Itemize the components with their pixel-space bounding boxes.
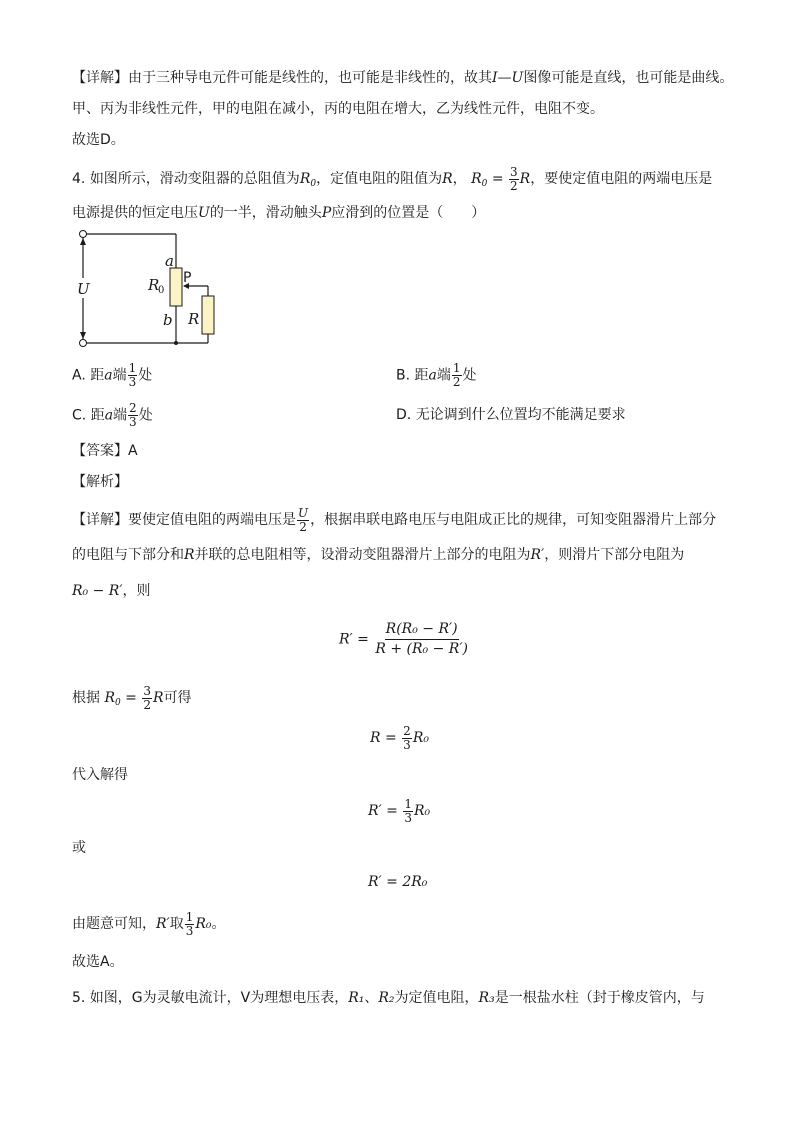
denominator: 3 (128, 375, 137, 389)
label-r0: R (148, 276, 160, 294)
text: 为定值电阻， (394, 990, 479, 1006)
equation-1 (339, 620, 470, 659)
text: 。 (211, 916, 226, 932)
equation-4: R′ = 2R₀ (368, 874, 428, 890)
text: 处 (462, 367, 477, 384)
numerator: 2 (129, 401, 137, 415)
text: 距 (414, 367, 429, 384)
solution-line-3 (72, 581, 151, 601)
equation-2 (370, 724, 429, 752)
text: 端 (113, 407, 128, 424)
r-symbol: R (442, 171, 453, 187)
r0-symbol (104, 690, 120, 706)
r-prime-symbol: R′ (530, 547, 545, 563)
denominator: 2 (510, 178, 518, 193)
text: 图像可能是直线，也可能是曲线。 (523, 70, 734, 86)
r0-symbol: R₀ (414, 803, 431, 819)
fraction (128, 402, 138, 429)
fraction (403, 798, 413, 825)
text: ， (452, 171, 467, 187)
r0-symbol: R₀ (412, 730, 429, 746)
r-symbol: R (153, 690, 164, 706)
r0-letter: R (104, 690, 115, 706)
text: 的一半，滑动触头 (209, 205, 322, 221)
fraction (142, 685, 152, 712)
numerator: 3 (510, 164, 518, 179)
fraction (128, 362, 138, 389)
text: 处 (138, 367, 153, 384)
solution-line-2 (72, 545, 684, 565)
fraction (185, 911, 195, 938)
arrow-down-icon (80, 332, 86, 339)
text: 处 (138, 407, 153, 424)
conclusion-q4: 故选A。 (72, 954, 124, 970)
detail-tag: 【详解】 (72, 512, 128, 528)
text: 由于三种导电元件可能是线性的，也可能是非线性的，故其 (128, 70, 492, 86)
option-b[interactable] (396, 362, 477, 389)
text: 取 (169, 916, 184, 932)
a-symbol: a (428, 367, 437, 384)
answer-line (72, 441, 138, 461)
question-number: 4. (72, 171, 86, 187)
r2-symbol: R₂ (378, 990, 395, 1006)
r-symbol: R (519, 171, 531, 187)
detail-paragraph-1 (72, 68, 733, 88)
equation-lhs: R′ = (368, 803, 403, 819)
label-a: a (165, 252, 174, 270)
equation-3 (368, 797, 430, 825)
text: 端 (112, 367, 127, 384)
fraction (509, 166, 519, 193)
solution-line-7 (72, 910, 226, 938)
numerator: U (298, 505, 309, 520)
junction-dot (174, 341, 178, 345)
arrow-up-icon (80, 238, 86, 245)
denominator: 2 (143, 697, 152, 712)
solution-line-6: 或 (72, 840, 86, 856)
fraction (297, 507, 309, 534)
text: 电源提供的恒定电压 (72, 205, 198, 221)
label-r: R (188, 310, 200, 328)
r3-symbol: R₃ (478, 990, 495, 1006)
u-symbol: U (198, 205, 210, 221)
label-u: U (77, 280, 90, 298)
fraction (402, 725, 412, 752)
numerator: R(R₀ − R′) (385, 620, 459, 640)
terminal-bottom (80, 340, 87, 347)
option-label: B. (396, 367, 411, 384)
text: 端 (436, 367, 451, 384)
equals: = (487, 171, 509, 187)
fraction (374, 620, 469, 659)
question-4-line-2 (72, 203, 485, 223)
analysis-tag: 【解析】 (72, 474, 128, 490)
denominator: 3 (129, 415, 137, 429)
solution-line-4 (72, 684, 192, 717)
numerator: 2 (403, 723, 411, 738)
text: 、 (364, 990, 379, 1006)
label-b: b (163, 311, 173, 329)
r0-minus-rprime: R₀ − R′ (72, 583, 123, 599)
detail-tag: 【详解】 (72, 70, 128, 86)
denominator: 2 (299, 519, 307, 534)
circuit-diagram (70, 226, 230, 350)
r0-letter: R (471, 171, 482, 187)
fraction (452, 362, 462, 389)
option-a[interactable] (72, 362, 152, 389)
denominator: 3 (403, 737, 411, 752)
text: 并联的总电阻相等，设滑动变阻器滑片上部分的电阻为 (194, 547, 531, 563)
text: 要使定值电阻的两端电压是 (128, 512, 296, 528)
equation-lhs: R′ = (339, 631, 369, 648)
equation-lhs: R = (370, 730, 402, 746)
numerator: 3 (143, 683, 152, 698)
detail-paragraph-2: 甲、丙为非线性元件，甲的电阻在减小，丙的电阻在增大，乙为线性元件，电阻不变。 (72, 101, 604, 117)
question-5-line-1 (72, 988, 705, 1008)
iu-symbol: I—U (492, 70, 524, 86)
text: ，定值电阻的阻值为 (316, 171, 443, 187)
text: 无论调到什么位置均不能满足要求 (415, 407, 626, 423)
denominator: 3 (404, 810, 412, 825)
r0-sub: 0 (481, 179, 488, 189)
r0-sub: 0 (115, 698, 121, 708)
rheostat-r0 (170, 268, 182, 306)
p-symbol: P (321, 205, 332, 221)
label-r0-sub: 0 (158, 285, 165, 296)
r0-symbol (300, 171, 316, 187)
r0-letter: R (299, 171, 311, 187)
label-p: P (183, 270, 192, 286)
text: 由题意可知， (72, 916, 156, 932)
answer-tag: 【答案】 (72, 443, 128, 459)
r0-symbol: R₀ (195, 916, 212, 932)
text: 5. 如图，G为灵敏电流计，V为理想电压表， (72, 990, 349, 1006)
terminal-top (80, 231, 87, 238)
r1-symbol: R₁ (348, 990, 365, 1006)
denominator: R + (R₀ − R′) (375, 641, 468, 657)
text: ，要使定值电阻的两端电压是 (530, 171, 713, 187)
option-label: D. (396, 407, 412, 423)
equals: = (120, 690, 142, 706)
resistor-r (202, 296, 214, 334)
a-symbol: a (104, 407, 114, 424)
denominator: 3 (185, 923, 194, 938)
r-prime-symbol: R′ (156, 916, 170, 932)
text: 是一根盐水柱（封于橡皮管内，与 (494, 990, 705, 1006)
r0-sub: 0 (310, 179, 317, 189)
numerator: 1 (128, 361, 137, 375)
question-4-line-1 (72, 165, 712, 198)
text: ，则 (122, 583, 151, 599)
text: 如图所示，滑动变阻器的总阻值为 (89, 171, 300, 187)
text: 根据 (72, 690, 100, 706)
text: ，根据串联电路电压与电阻成正比的规律，可知变阻器滑片上部分 (310, 512, 717, 528)
numerator: 1 (185, 909, 194, 924)
a-symbol: a (104, 367, 113, 384)
numerator: 1 (452, 361, 461, 375)
text: 应滑到的位置是（ ） (331, 205, 486, 221)
text: 距 (90, 367, 105, 384)
solution-line-1 (72, 506, 716, 534)
option-label: C. (72, 407, 87, 424)
conclusion-3: 故选D。 (72, 132, 125, 148)
r-symbol: R (184, 547, 195, 563)
text: 可得 (163, 690, 192, 706)
answer-value: A (128, 443, 138, 459)
option-c[interactable] (72, 402, 153, 429)
r0-symbol (471, 171, 487, 187)
option-d[interactable] (396, 405, 626, 425)
numerator: 1 (404, 796, 412, 811)
text: 的电阻与下部分和 (72, 547, 184, 563)
text: 距 (90, 407, 105, 424)
solution-line-5: 代入解得 (72, 767, 128, 783)
text: ，则滑片下部分电阻为 (544, 547, 685, 563)
denominator: 2 (452, 375, 461, 389)
option-label: A. (72, 367, 86, 384)
